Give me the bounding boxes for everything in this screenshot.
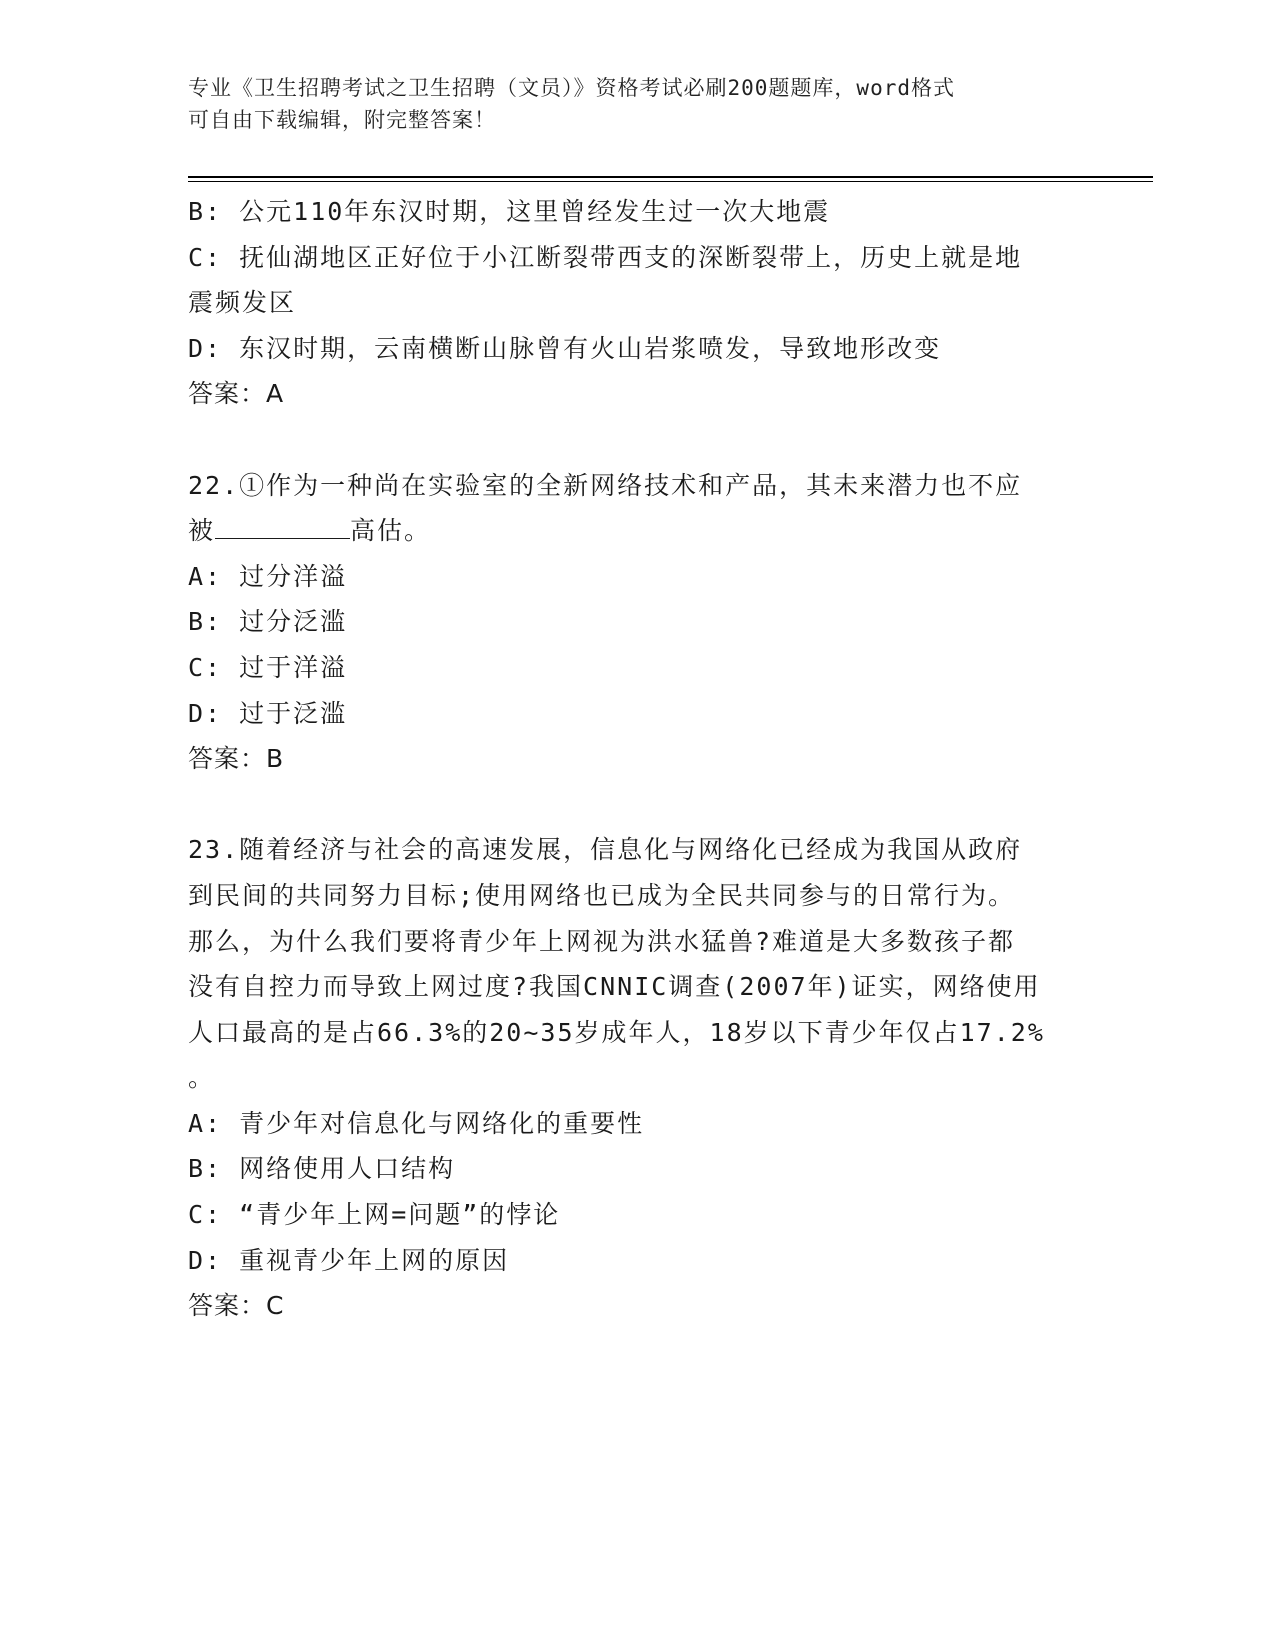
fill-in-blank <box>215 512 350 539</box>
q21-option-c-line-2: 震频发区 <box>188 288 297 318</box>
q23-stem-line-5: 人口最高的是占66.3%的20~35岁成年人，18岁以下青少年仅占17.2% <box>188 1017 1045 1047</box>
q23-stem-line-1: 23.随着经济与社会的高速发展，信息化与网络化已经成为我国从政府 <box>188 835 1023 865</box>
q23-answer: 答案：C <box>188 1291 285 1321</box>
q21-option-c-line-1: C: 抚仙湖地区正好位于小江断裂带西支的深断裂带上，历史上就是地 <box>188 242 1023 272</box>
q22-option-c: C: 过于洋溢 <box>188 652 348 682</box>
q22-stem-line-1: 22.①作为一种尚在实验室的全新网络技术和产品，其未来潜力也不应 <box>188 470 1023 500</box>
spacer <box>188 417 1088 463</box>
question-23 <box>188 827 1088 1329</box>
q23-option-b: B: 网络使用人口结构 <box>188 1154 456 1184</box>
document-body <box>188 189 1088 1329</box>
q22-option-b: B: 过分泛滥 <box>188 607 348 637</box>
page-header <box>188 72 1088 136</box>
q22-option-d: D: 过于泛滥 <box>188 698 348 728</box>
q22-option-a: A: 过分洋溢 <box>188 561 348 591</box>
q23-option-d: D: 重视青少年上网的原因 <box>188 1245 510 1275</box>
header-title-line-1: 专业《卫生招聘考试之卫生招聘（文员）》资格考试必刷200题题库，word格式 <box>188 76 955 100</box>
header-divider-thin <box>188 181 1153 182</box>
question-22 <box>188 463 1088 782</box>
q23-stem-line-6: 。 <box>188 1063 216 1093</box>
q23-stem-line-2: 到民间的共同努力目标;使用网络也已成为全民共同参与的日常行为。 <box>188 880 1016 910</box>
q23-option-c: C: “青少年上网=问题”的悖论 <box>188 1200 561 1230</box>
q23-stem-line-3: 那么，为什么我们要将青少年上网视为洪水猛兽?难道是大多数孩子都 <box>188 926 1016 956</box>
q22-answer: 答案：B <box>188 744 285 774</box>
q21-option-d: D: 东汉时期，云南横断山脉曾有火山岩浆喷发，导致地形改变 <box>188 333 942 363</box>
q23-option-a: A: 青少年对信息化与网络化的重要性 <box>188 1108 645 1138</box>
header-title-line-2: 可自由下载编辑，附完整答案！ <box>188 108 496 132</box>
q22-stem-line-2 <box>188 508 1088 554</box>
q23-stem-line-4: 没有自控力而导致上网过度?我国CNNIC调查(2007年)证实，网络使用 <box>188 972 1041 1002</box>
q21-option-b: B: 公元110年东汉时期，这里曾经发生过一次大地震 <box>188 197 831 226</box>
q21-answer: 答案：A <box>188 379 285 409</box>
spacer <box>188 782 1088 828</box>
q22-stem-before-blank: 被 <box>188 516 216 546</box>
question-21 <box>188 189 1088 417</box>
header-divider-thick <box>188 176 1153 178</box>
q22-stem-after-blank: 高估。 <box>350 516 432 546</box>
